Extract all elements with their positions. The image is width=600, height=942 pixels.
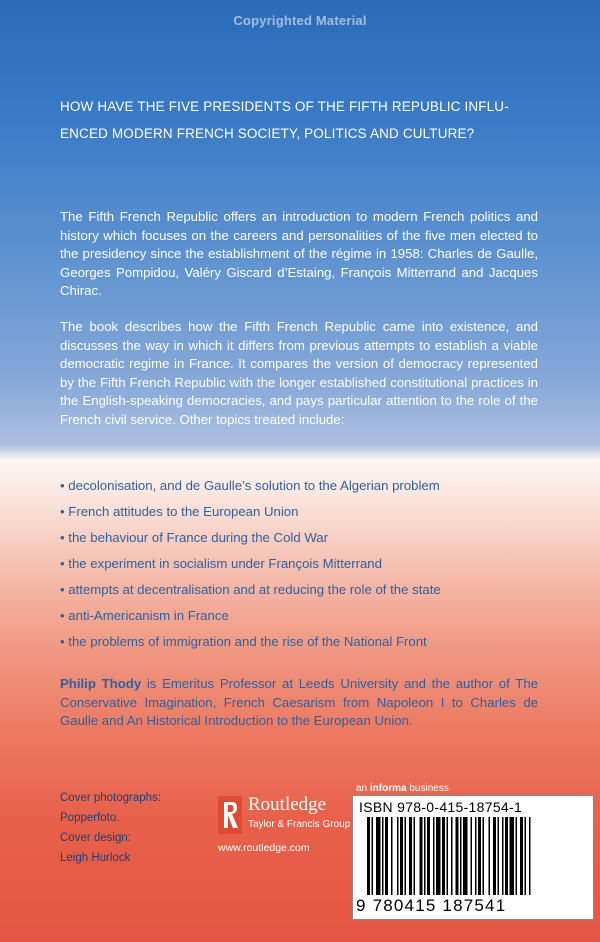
cover-credits <box>60 788 200 868</box>
publisher-block <box>218 796 358 856</box>
barcode-icon <box>359 817 589 897</box>
author-bio-text: is Emeritus Professor at Leeds University and the author of The Conservative Imagination, French Caesarism from Napoleon I to Charles de Gaulle and An Historical Introduction to the European Union. <box>60 676 538 729</box>
informa-brand: informa <box>369 783 407 794</box>
description-paragraph: The book describes how the Fifth French Republic came into existence, and discusses the way in which it differs from previous attempts to establish a viable democratic regime in France. It compares the version of democracy represented by the Fifth French Republic with the longer established constitutional practices in the English-speaking democracies, and pays particular attention to the role of the French civil service. Other topics treated include: <box>60 319 538 427</box>
author-name: Philip Thody <box>60 676 142 691</box>
informa-tagline: an informa business <box>356 783 449 794</box>
routledge-logo-icon <box>218 796 242 834</box>
publisher-url: www.routledge.com <box>218 842 310 854</box>
copyright-notice: Copyrighted Material <box>233 13 367 28</box>
credit-line: Cover design: <box>60 832 131 844</box>
topics-list <box>60 477 550 659</box>
topic-item: • French attitudes to the European Union <box>60 504 299 519</box>
barcode-number: 9 780415 187541 <box>356 896 507 915</box>
credit-line: Leigh Hurlock <box>60 852 131 864</box>
credit-line: Popperfoto. <box>60 812 120 824</box>
credit-line: Cover photographs: <box>60 792 162 804</box>
publisher-name: Routledge <box>248 794 327 815</box>
topic-item: • decolonisation, and de Gaulle’s solution to the Algerian problem <box>60 478 440 493</box>
headline: HOW HAVE THE FIVE PRESIDENTS OF THE FIFTH REPUBLIC INFLU-ENCED MODERN FRENCH SOCIETY, POLITICS AND CULTURE? <box>60 99 509 141</box>
topic-item: • attempts at decentralisation and at reducing the role of the state <box>60 582 441 597</box>
topic-item: • the problems of immigration and the rise of the National Front <box>60 634 427 649</box>
topic-item: • the behaviour of France during the Cold War <box>60 530 329 545</box>
topic-item: • the experiment in socialism under François Mitterrand <box>60 556 382 571</box>
publisher-group: Taylor & Francis Group <box>248 819 351 830</box>
topic-item: • anti-Americanism in France <box>60 608 229 623</box>
barcode-box <box>352 795 594 920</box>
isbn-label: ISBN 978-0-415-18754-1 <box>359 799 523 815</box>
intro-paragraph: The Fifth French Republic offers an introduction to modern French politics and history which focuses on the careers and personalities of the five men elected to the presidency since the establishment of the régime in 1958: Charles de Gaulle, Georges Pompidou, Valéry Giscard d’Estaing, François Mitterrand and Jacques Chirac. <box>60 209 538 299</box>
author-bio <box>60 675 538 731</box>
